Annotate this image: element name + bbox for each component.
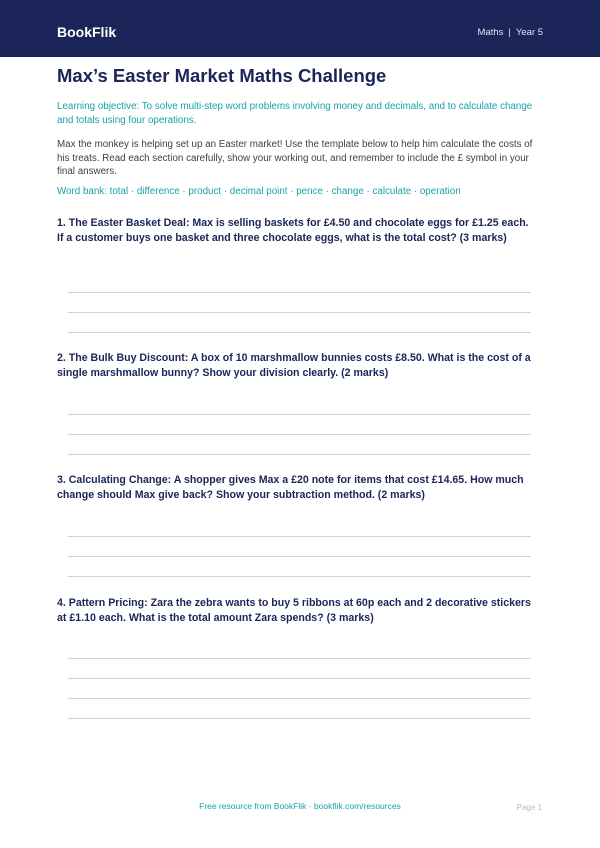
- answer-line[interactable]: [68, 556, 531, 557]
- answer-line[interactable]: [68, 718, 531, 719]
- page-number: Page 1: [516, 803, 542, 812]
- page-header: [0, 0, 600, 57]
- answer-line[interactable]: [68, 678, 531, 679]
- worksheet-title: Max’s Easter Market Maths Challenge: [57, 65, 387, 86]
- answer-line[interactable]: [68, 536, 531, 537]
- question-2: 2. The Bulk Buy Discount: A box of 10 marshmallow bunnies costs £8.50. What is the cost of a single marshmallow bunny? Show your division clearly. (2 marks): [57, 352, 531, 379]
- intro-paragraph: Max the monkey is helping set up an Easter market! Use the template below to help him calculate the costs of his treats. Read each section carefully, show your working out, and remember to include the £ symbol in your final answers.: [57, 139, 533, 177]
- question-4: 4. Pattern Pricing: Zara the zebra wants to buy 5 ribbons at 60p each and 2 decorative stickers at £1.10 each. What is the total amount Zara spends? (3 marks): [57, 597, 531, 624]
- answer-line[interactable]: [68, 576, 531, 577]
- footer-credit[interactable]: Free resource from BookFlik · bookflik.com/resources: [199, 801, 401, 811]
- subject-year-label: [478, 27, 543, 39]
- answer-line[interactable]: [68, 332, 531, 333]
- word-bank: Word bank: total · difference · product · decimal point · pence · change · calculate · operation: [57, 186, 461, 197]
- question-3: 3. Calculating Change: A shopper gives Max a £20 note for items that cost £14.65. How much change should Max give back? Show your subtraction method. (2 marks): [57, 474, 524, 501]
- learning-objective: Learning objective: To solve multi-step word problems involving money and decimals, and to calculate change and totals using four operations.: [57, 101, 533, 126]
- answer-line[interactable]: [68, 454, 531, 455]
- brand-logo: BookFlik: [57, 24, 117, 40]
- answer-line[interactable]: [68, 312, 531, 313]
- subject-label: Maths: [477, 27, 504, 38]
- answer-line[interactable]: [68, 434, 531, 435]
- answer-line[interactable]: [68, 698, 531, 699]
- year-label: Year 5: [515, 27, 543, 38]
- meta-separator: |: [508, 27, 511, 38]
- answer-line[interactable]: [68, 658, 531, 659]
- answer-line[interactable]: [68, 292, 531, 293]
- answer-line[interactable]: [68, 414, 531, 415]
- question-1: 1. The Easter Basket Deal: Max is selling baskets for £4.50 and chocolate eggs for £1.25 each. If a customer buys one basket and three chocolate eggs, what is the total cost? (3 marks): [57, 217, 529, 244]
